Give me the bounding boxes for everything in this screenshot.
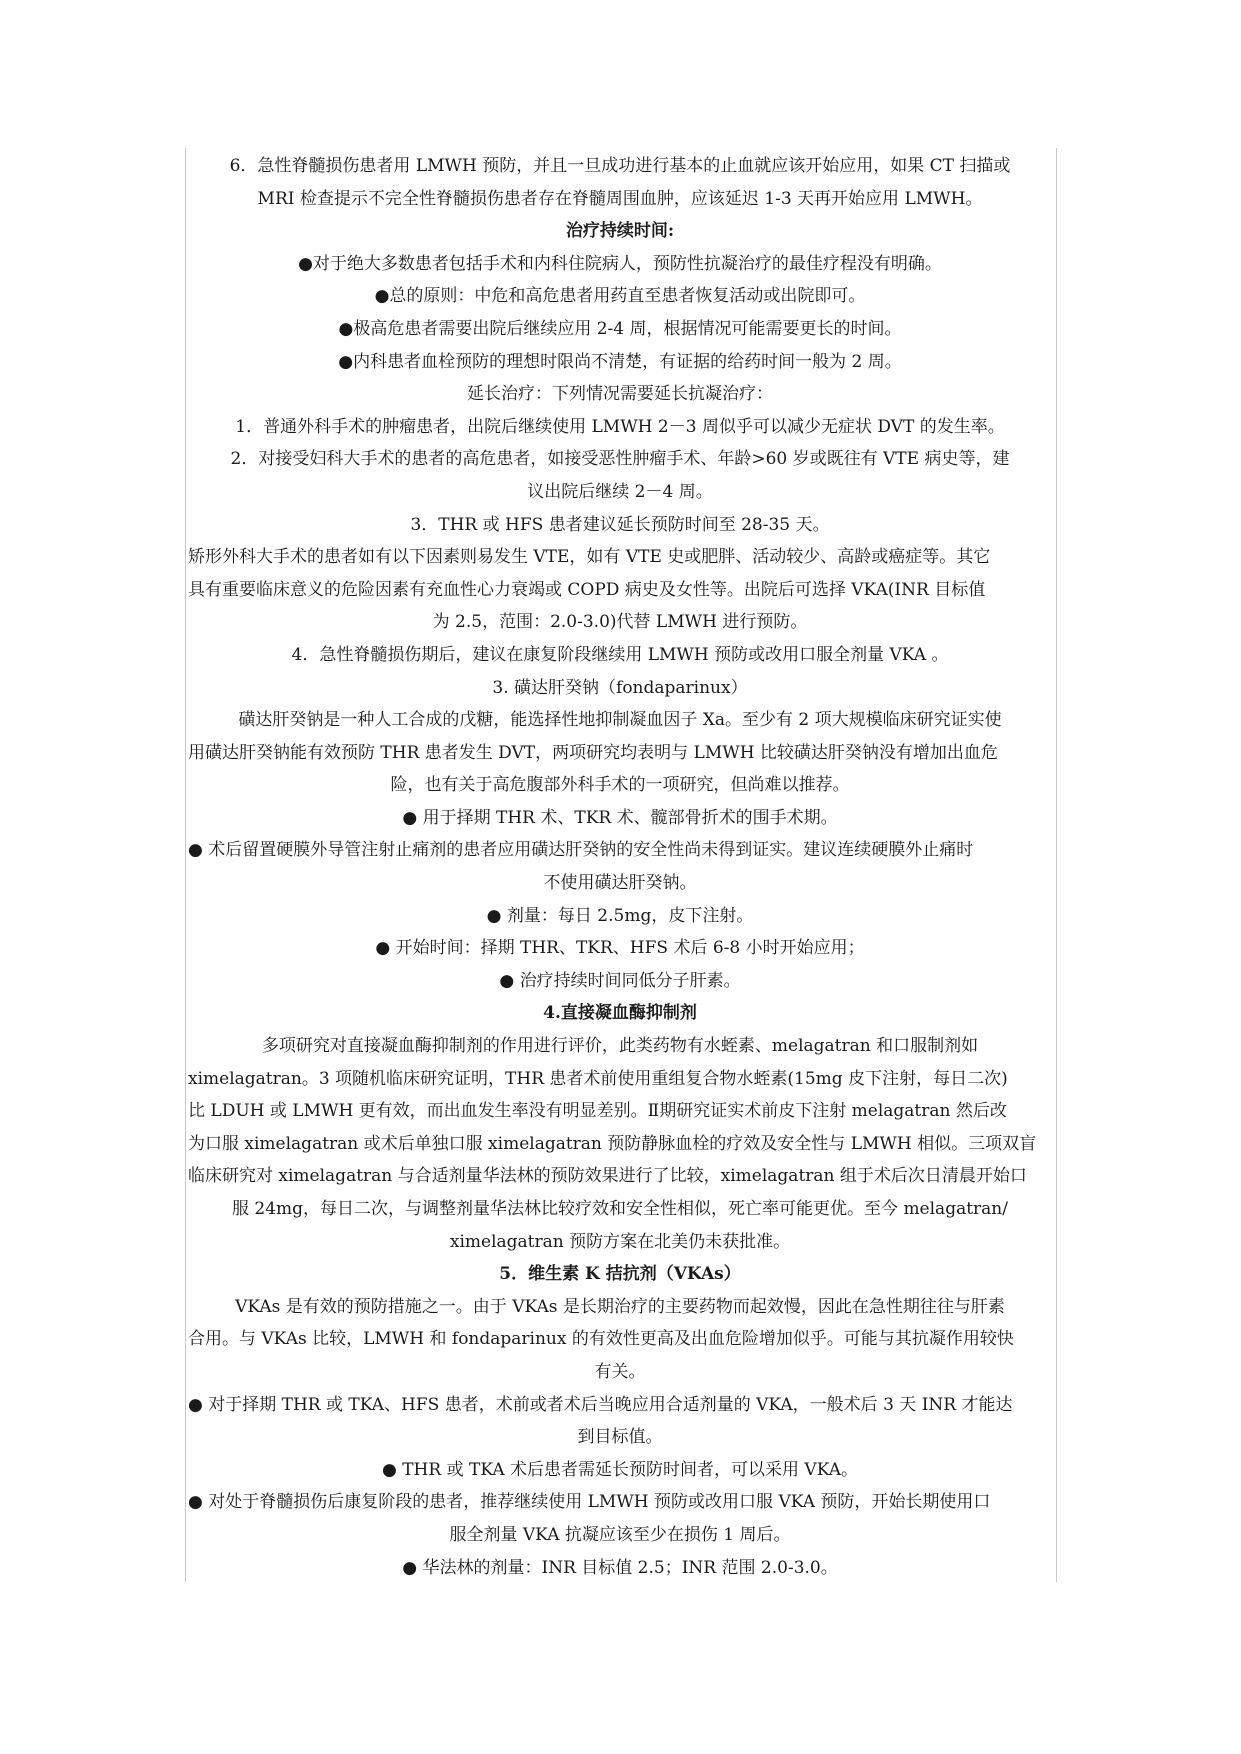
text-line: 服 24mg，每日二次，与调整剂量华法林比较疗效和安全性相似，死亡率可能更优。至今 melagatran/ (232, 1199, 1008, 1219)
text-line: ● 华法林的剂量：INR 目标值 2.5；INR 范围 2.0-3.0。 (402, 1557, 838, 1578)
text-line: ● 开始时间：择期 THR、TKR、HFS 术后 6-8 小时开始应用； (375, 938, 865, 959)
text-line: 为口服 ximelagatran 或术后单独口服 ximelagatran 预防静脉血栓的疗效及安全性与 LMWH 相似。三项双盲 (188, 1133, 1037, 1154)
document-body (188, 150, 1052, 1584)
text-line: 矫形外科大手术的患者如有以下因素则易发生 VTE，如有 VTE 史或肥胖、活动较少、高龄或癌症等。其它 (188, 547, 991, 568)
text-line: ● THR 或 TKA 术后患者需延长预防时间者，可以采用 VKA。 (381, 1459, 858, 1480)
text-line: ● 用于择期 THR 术、TKR 术、髋部骨折术的围手术期。 (402, 807, 838, 828)
text-line: 议出院后继续 2－4 周。 (527, 481, 713, 502)
text-line: 为 2.5，范围：2.0-3.0)代替 LMWH 进行预防。 (432, 612, 808, 633)
text-line: ● 剂量：每日 2.5mg，皮下注射。 (486, 905, 754, 926)
text-line: ximelagatran。3 项随机临床研究证明，THR 患者术前使用重组复合物水蛭素(15mg 皮下注射，每日二次) (188, 1068, 1008, 1089)
text-line: 多项研究对直接凝血酶抑制剂的作用进行评价，此类药物有水蛭素、melagatran 和口服制剂如 (261, 1036, 979, 1057)
text-line: MRI 检查提示不完全性脊髓损伤患者存在脊髓周围血肿，应该延迟 1-3 天再开始应用 LMWH。 (257, 188, 983, 209)
text-line: ● 术后留置硬膜外导管注射止痛剂的患者应用磺达肝癸钠的安全性尚未得到证实。建议连续硬膜外止痛时 (188, 840, 974, 861)
text-line: ximelagatran 预防方案在北美仍未获批准。 (449, 1231, 791, 1252)
text-line: 1．普通外科手术的肿瘤患者，出院后继续使用 LMWH 2－3 周似乎可以减少无症状 DVT 的发生率。 (235, 416, 1005, 437)
section-heading: 治疗持续时间: (565, 221, 675, 242)
text-line: ● 治疗持续时间同低分子肝素。 (499, 970, 741, 991)
text-line: 3. 磺达肝癸钠（fondaparinux） (492, 677, 748, 698)
text-line: ●总的原则：中危和高危患者用药直至患者恢复活动或出院即可。 (374, 286, 866, 307)
section-heading: 4.直接凝血酶抑制剂 (543, 1003, 697, 1024)
text-line: 合用。与 VKAs 比较，LMWH 和 fondaparinux 的有效性更高及出血危险增加似乎。可能与其抗凝作用较快 (188, 1329, 1014, 1350)
text-line: 到目标值。 (577, 1427, 663, 1448)
text-line: 服全剂量 VKA 抗凝应该至少在损伤 1 周后。 (449, 1524, 791, 1545)
text-line: 磺达肝癸钠是一种人工合成的戊糖，能选择性地抑制凝血因子 Xa。至少有 2 项大规模临床研究证实使 (238, 710, 1002, 731)
text-line: ●对于绝大多数患者包括手术和内科住院病人，预防性抗凝治疗的最佳疗程没有明确。 (298, 253, 942, 274)
text-line: 有关。 (594, 1361, 646, 1382)
text-line: 险，也有关于高危腹部外科手术的一项研究，但尚难以推荐。 (390, 775, 850, 796)
text-line: ●内科患者血栓预防的理想时限尚不清楚，有证据的给药时间一般为 2 周。 (338, 351, 902, 372)
text-line: 6．急性脊髓损伤患者用 LMWH 预防，并且一旦成功进行基本的止血就应该开始应用，如果 CT 扫描或 (229, 156, 1011, 176)
text-line: 临床研究对 ximelagatran 与合适剂量华法林的预防效果进行了比较，ximelagatran 组于术后次日清晨开始口 (188, 1166, 1027, 1187)
text-line: ●极高危患者需要出院后继续应用 2-4 周，根据情况可能需要更长的时间。 (338, 318, 902, 339)
text-line: 不使用磺达肝癸钠。 (543, 873, 697, 894)
text-line: ● 对于择期 THR 或 TKA、HFS 患者，术前或者术后当晚应用合适剂量的 VKA，一般术后 3 天 INR 才能达 (188, 1394, 1013, 1415)
text-line: 用磺达肝癸钠能有效预防 THR 患者发生 DVT，两项研究均表明与 LMWH 比较磺达肝癸钠没有增加出血危 (188, 742, 998, 763)
text-line: 延长治疗：下列情况需要延长抗凝治疗： (467, 384, 773, 405)
text-line: VKAs 是有效的预防措施之一。由于 VKAs 是长期治疗的主要药物而起效慢，因此在急性期往往与肝素 (235, 1296, 1005, 1317)
text-line: 4．急性脊髓损伤期后，建议在康复阶段继续用 LMWH 预防或改用口服全剂量 VKA 。 (291, 644, 949, 665)
text-line: 具有重要临床意义的危险因素有充血性心力衰竭或 COPD 病史及女性等。出院后可选择 VKA(INR 目标值 (188, 579, 986, 600)
text-line: 2．对接受妇科大手术的患者的高危患者，如接受恶性肿瘤手术、年龄>60 岁或既往有 VTE 病史等，建 (230, 449, 1010, 470)
text-line: 比 LDUH 或 LMWH 更有效，而出血发生率没有明显差别。Ⅱ期研究证实术前皮下注射 melagatran 然后改 (188, 1101, 1007, 1122)
text-line: 3．THR 或 HFS 患者建议延长预防时间至 28-35 天。 (410, 514, 830, 535)
section-heading: 5．维生素 K 拮抗剂（VKAs） (499, 1264, 741, 1285)
text-line: ● 对处于脊髓损伤后康复阶段的患者，推荐继续使用 LMWH 预防或改用口服 VKA 预防，开始长期使用口 (188, 1492, 991, 1513)
